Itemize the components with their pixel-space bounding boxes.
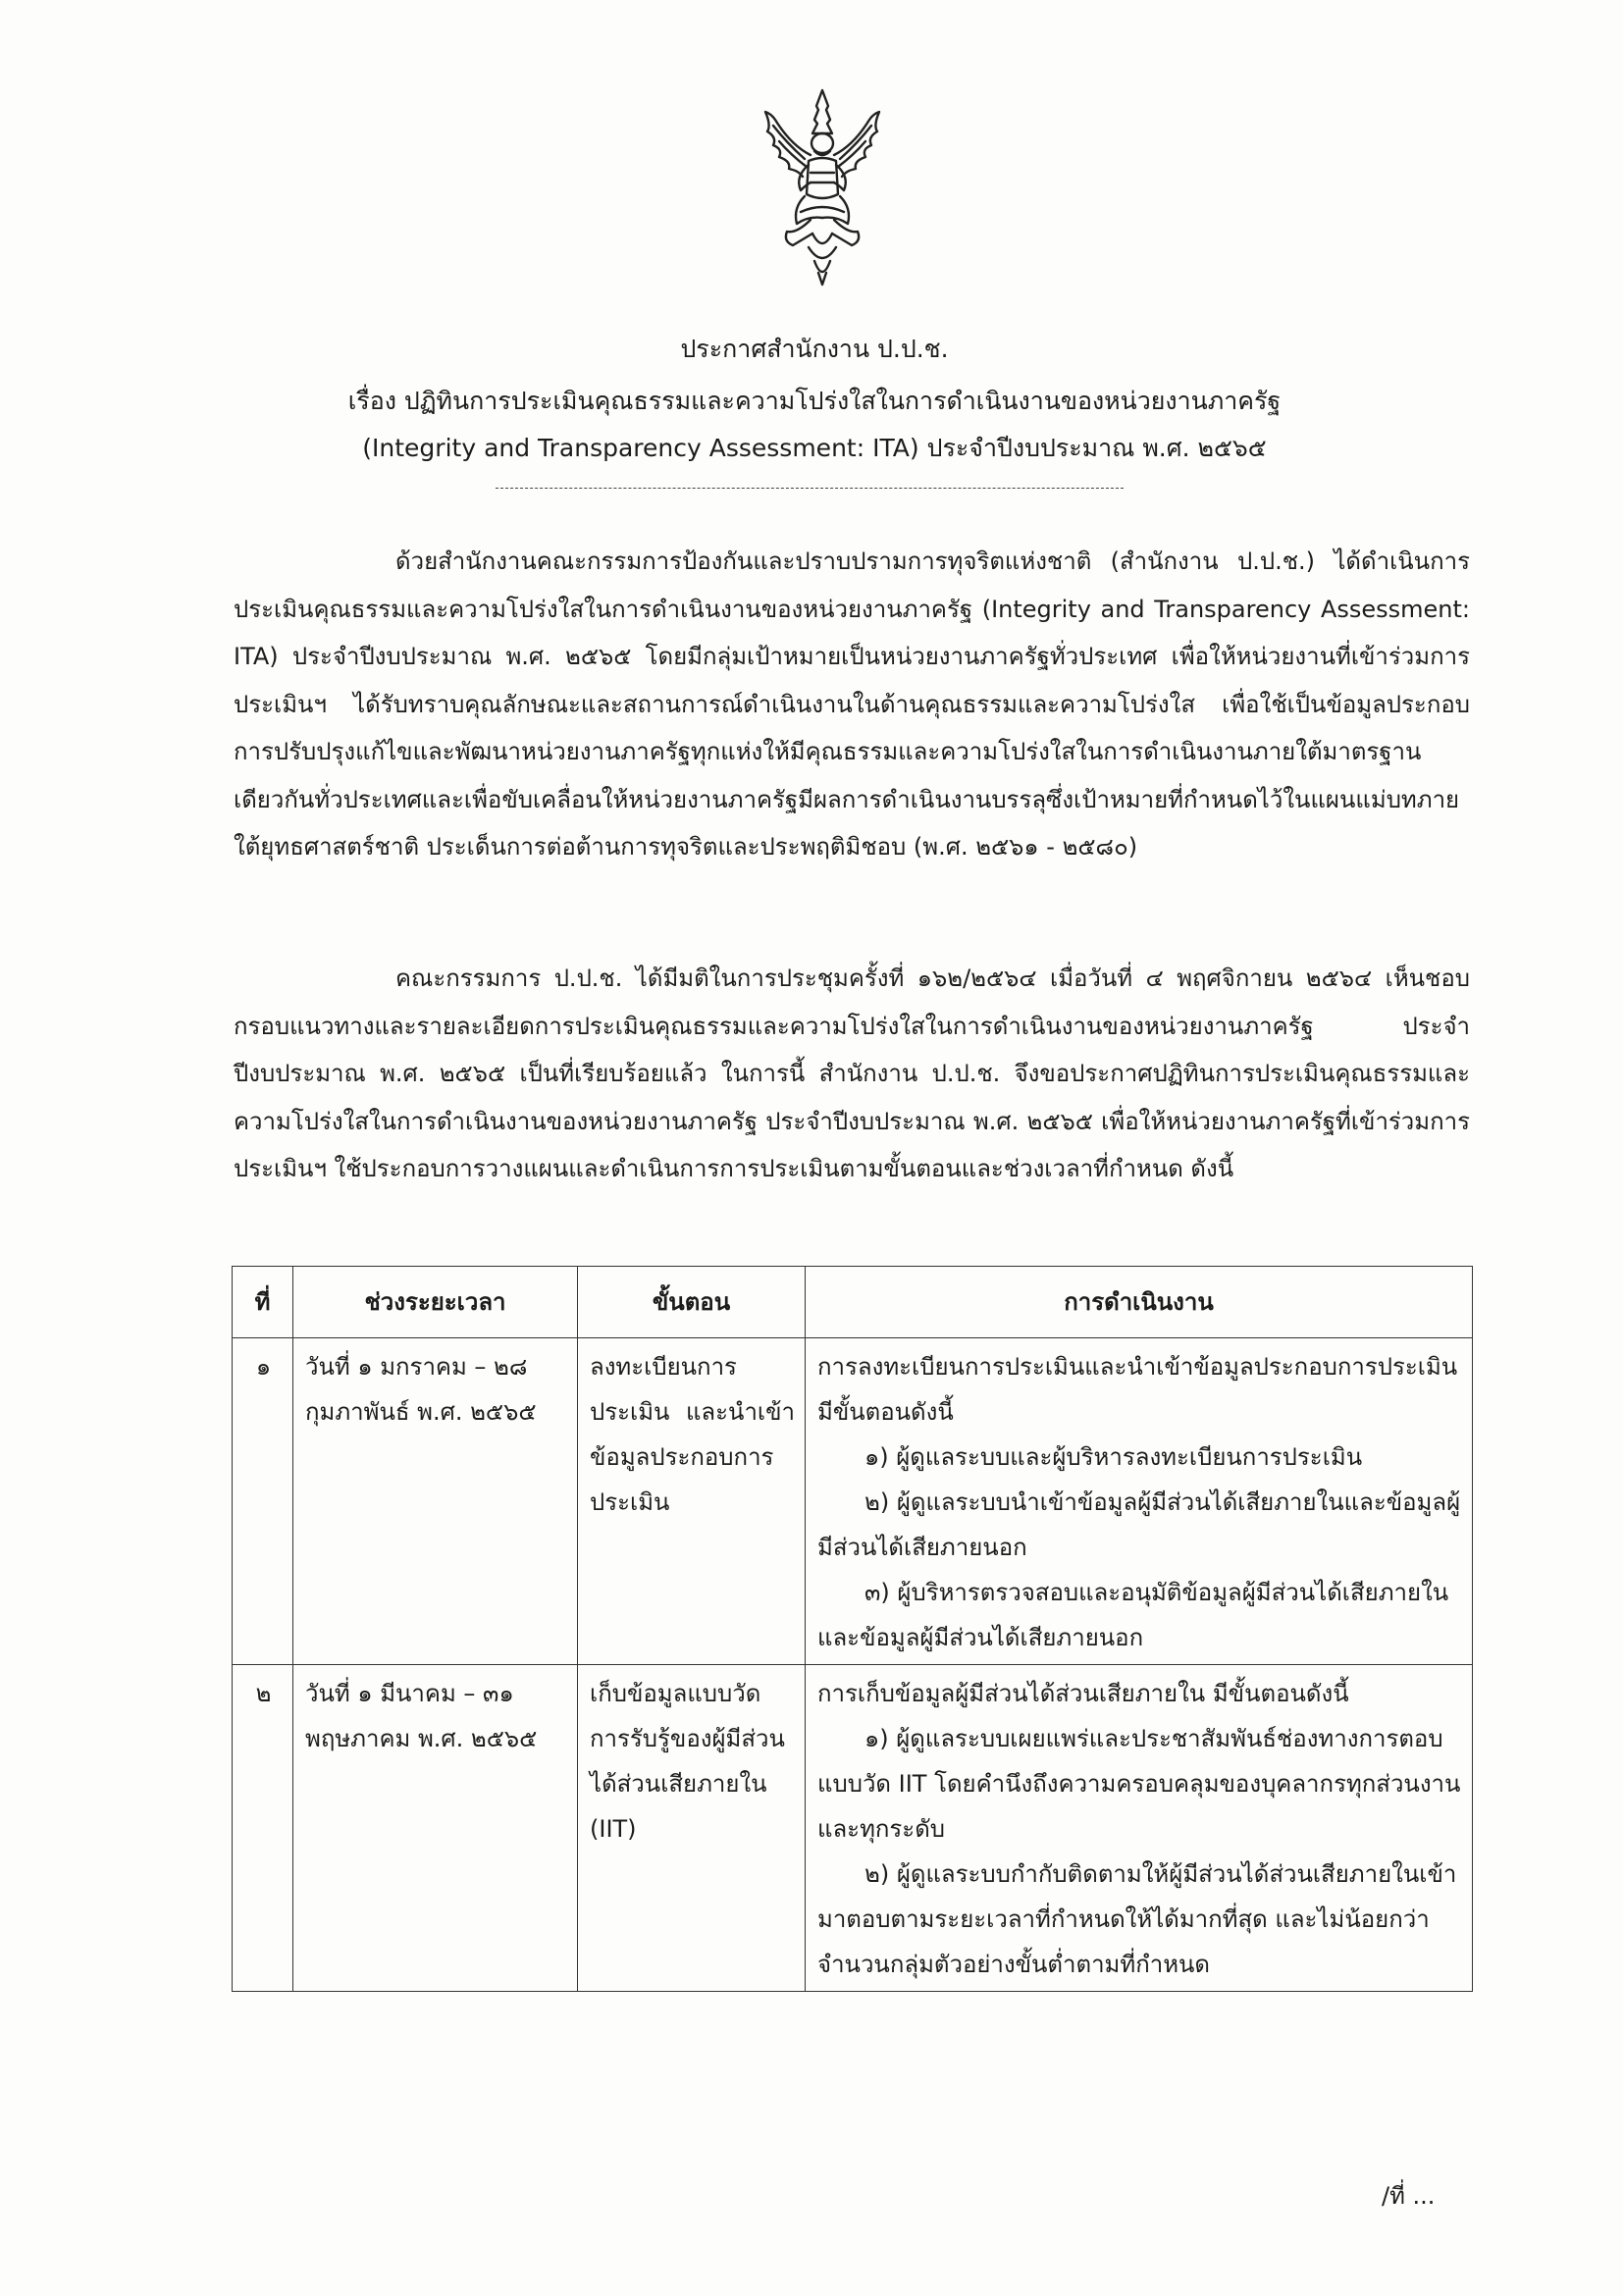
row-number: ๒ [233,1665,293,1992]
operation-item: ๑) ผู้ดูแลระบบเผยแพร่และประชาสัมพันธ์ช่องทางการตอบแบบวัด IIT โดยคำนึงถึงความครอบคลุมของบุคลากรทุกส่วนงานและทุกระดับ [817,1725,1461,1843]
row-period-line: กุมภาพันธ์ พ.ศ. ๒๕๖๕ [305,1398,537,1426]
body-paragraph-2: คณะกรรมการ ป.ป.ช. ได้มีมติในการประชุมครั้งที่ ๑๖๒/๒๕๖๔ เมื่อวันที่ ๔ พฤศจิกายน ๒๕๖๔ เห็นชอบกรอบแนวทางและรายละเอียดการประเมินคุณธรรมและความโปร่งใสในการดำเนินงานของหน่วยงานภาครัฐ ประจำปีงบประมาณ พ.ศ. ๒๕๖๕ เป็นที่เรียบร้อยแล้ว ในการนี้ สำนักงาน ป.ป.ช. จึงขอประกาศปฏิทินการประเมินคุณธรรมและความโปร่งใสในการดำเนินงานของหน่วยงานภาครัฐ ประจำปีงบประมาณ พ.ศ. ๒๕๖๕ เพื่อให้หน่วยงานภาครัฐที่เข้าร่วมการประเมินฯ ใช้ประกอบการวางแผนและดำเนินการการประเมินตามขั้นตอนและช่วงเวลาที่กำหนด ดังนี้ [234,965,1470,1182]
announcement-issuer: ประกาศสำนักงาน ป.ป.ช. [680,335,949,363]
announcement-subject: เรื่อง ปฏิทินการประเมินคุณธรรมและความโปร่งใสในการดำเนินงานของหน่วยงานภาครัฐ [347,387,1282,415]
operation-item: ๓) ผู้บริหารตรวจสอบและอนุมัติข้อมูลผู้มีส่วนได้เสียภายในและข้อมูลผู้มีส่วนได้เสียภายนอก [817,1579,1449,1651]
operation-item: ๒) ผู้ดูแลระบบกำกับติดตามให้ผู้มีส่วนได้ส่วนเสียภายในเข้ามาตอบตามระยะเวลาที่กำหนดให้ได้มากที่สุด และไม่น้อยกว่าจำนวนกลุ่มตัวอย่างขั้นต่ำตามที่กำหนด [817,1860,1457,1978]
garuda-emblem-icon [754,86,891,287]
operation-item: ๑) ผู้ดูแลระบบและผู้บริหารลงทะเบียนการประเมิน [864,1443,1363,1471]
table-header-row [233,1267,1473,1338]
column-header-period: ช่วงระยะเวลา [293,1267,578,1338]
column-header-no: ที่ [233,1267,293,1338]
row-period-line: พฤษภาคม พ.ศ. ๒๕๖๕ [305,1725,538,1752]
column-header-step: ขั้นตอน [578,1267,806,1338]
row-period-line: วันที่ ๑ มีนาคม – ๓๑ [305,1680,514,1707]
operation-intro: การลงทะเบียนการประเมินและนำเข้าข้อมูลประกอบการประเมิน มีขั้นตอนดังนี้ [817,1353,1458,1426]
operation-intro: การเก็บข้อมูลผู้มีส่วนได้ส่วนเสียภายใน มีขั้นตอนดังนี้ [817,1680,1349,1707]
row-operation [806,1338,1473,1665]
schedule-table [232,1266,1473,1992]
row-period [293,1338,578,1665]
table-row [233,1338,1473,1665]
announcement-subject-continued: (Integrity and Transparency Assessment: ITA) ประจำปีงบประมาณ พ.ศ. ๒๕๖๕ [362,434,1267,462]
dashed-divider [496,488,1124,489]
operation-item: ๒) ผู้ดูแลระบบนำเข้าข้อมูลผู้มีส่วนได้เสียภายในและข้อมูลผู้มีส่วนได้เสียภายนอก [817,1488,1461,1561]
row-operation [806,1665,1473,1992]
table-row [233,1665,1473,1992]
page-continuation-marker: /ที่ ... [1382,2182,1436,2210]
row-period [293,1665,578,1992]
row-step: ลงทะเบียนการประเมิน และนำเข้าข้อมูลประกอบการประเมิน [578,1338,806,1665]
column-header-operation: การดำเนินงาน [806,1267,1473,1338]
body-paragraph-1: ด้วยสำนักงานคณะกรรมการป้องกันและปราบปรามการทุจริตแห่งชาติ (สำนักงาน ป.ป.ช.) ได้ดำเนินการประเมินคุณธรรมและความโปร่งใสในการดำเนินงานของหน่วยงานภาครัฐ (Integrity and Transparency Assessment: ITA) ประจำปีงบประมาณ พ.ศ. ๒๕๖๕ โดยมีกลุ่มเป้าหมายเป็นหน่วยงานภาครัฐทั่วประเทศ เพื่อให้หน่วยงานที่เข้าร่วมการประเมินฯ ได้รับทราบคุณลักษณะและสถานการณ์ดำเนินงานในด้านคุณธรรมและความโปร่งใส เพื่อใช้เป็นข้อมูลประกอบการปรับปรุงแก้ไขและพัฒนาหน่วยงานภาครัฐทุกแห่งให้มีคุณธรรมและความโปร่งใสในการดำเนินงานภายใต้มาตรฐานเดียวกันทั่วประเทศและเพื่อขับเคลื่อนให้หน่วยงานภาครัฐมีผลการดำเนินงานบรรลุซึ่งเป้าหมายที่กำหนดไว้ในแผนแม่บทภายใต้ยุทธศาสตร์ชาติ ประเด็นการต่อต้านการทุจริตและประพฤติมิชอบ (พ.ศ. ๒๕๖๑ - ๒๕๘๐) [234,548,1470,861]
row-step: เก็บข้อมูลแบบวัดการรับรู้ของผู้มีส่วนได้ส่วนเสียภายใน (IIT) [578,1665,806,1992]
row-number: ๑ [233,1338,293,1665]
row-period-line: วันที่ ๑ มกราคม – ๒๘ [305,1353,528,1381]
